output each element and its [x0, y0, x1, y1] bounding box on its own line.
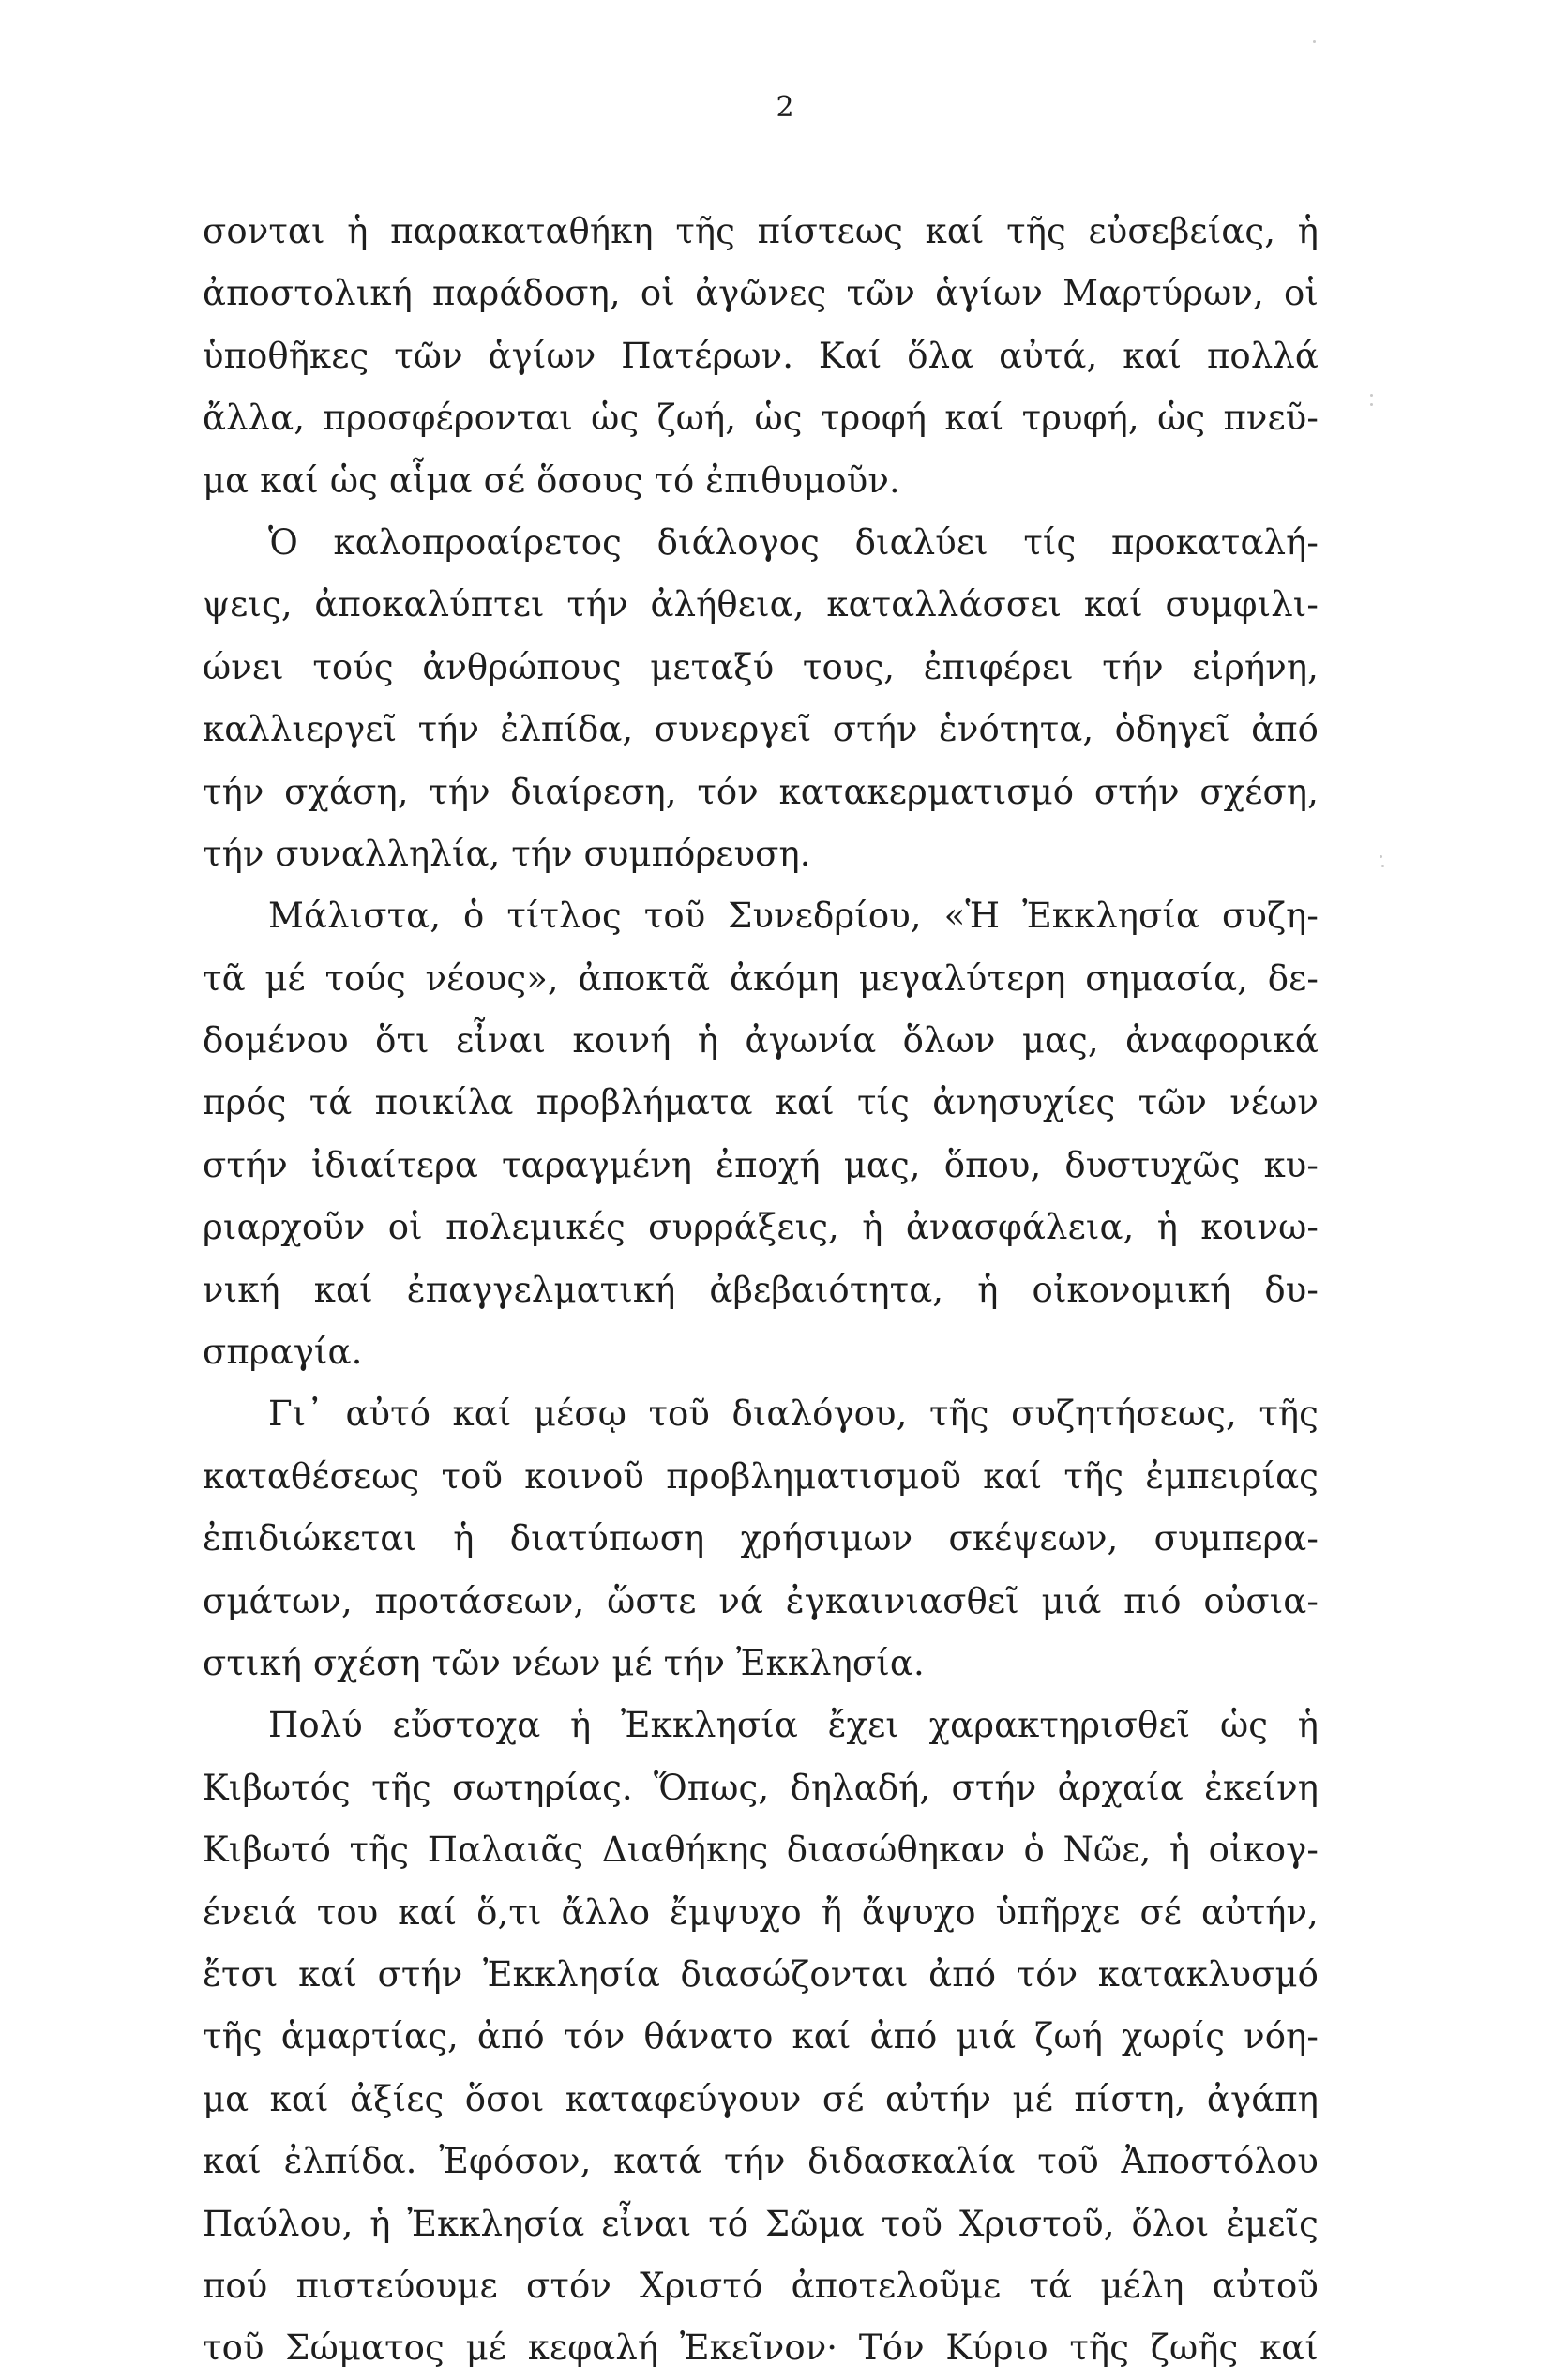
text-line: τῆς ἁμαρτίας, ἀπό τόν θάνατο καί ἀπό μιά ζωή χωρίς νόη-	[203, 2016, 1319, 2057]
text-line: ένειά του καί ὅ,τι ἄλλο ἔμψυχο ἤ ἄψυχο ὑπῆρχε σέ αὐτήν,	[203, 1891, 1319, 1933]
text-line: σονται ἡ παρακαταθήκη τῆς πίστεως καί τῆς εὐσεβείας, ἡ	[203, 211, 1319, 251]
text-line: καλλιεργεῖ τήν ἐλπίδα, συνεργεῖ στήν ἑνότητα, ὁδηγεῖ ἀπό	[203, 709, 1319, 750]
text-line: στήν ἰδιαίτερα ταραγμένη ἐποχή μας, ὅπου, δυστυχῶς κυ-	[203, 1144, 1319, 1185]
text-line: δομένου ὅτι εἶναι κοινή ἡ ἀγωνία ὅλων μας, ἀναφορικά	[203, 1020, 1319, 1062]
text-line: ριαρχοῦν οἱ πολεμικές συρράξεις, ἡ ἀνασφάλεια, ἡ κοινω-	[203, 1207, 1319, 1248]
text-line: ψεις, ἀποκαλύπτει τήν ἀλήθεια, καταλλάσσει καί συμφιλι-	[203, 584, 1319, 625]
text-line: ώνει τούς ἀνθρώπους μεταξύ τους, ἐπιφέρει τήν εἰρήνη,	[203, 646, 1319, 687]
text-line: μα καί ἀξίες ὅσοι καταφεύγουν σέ αὐτήν μέ πίστη, ἀγάπη	[203, 2078, 1319, 2119]
scan-speck	[1370, 403, 1373, 406]
text-line: Παύλου, ἡ Ἐκκλησία εἶναι τό Σῶμα τοῦ Χριστοῦ, ὅλοι ἐμεῖς	[203, 2203, 1319, 2244]
text-line: καταθέσεως τοῦ κοινοῦ προβληματισμοῦ καί τῆς ἐμπειρίας	[203, 1455, 1319, 1497]
text-line: πού πιστεύουμε στόν Χριστό ἀποτελοῦμε τά μέλη αὐτοῦ	[203, 2265, 1319, 2306]
text-line: ἄλλα, προσφέρονται ὡς ζωή, ὡς τροφή καί τρυφή, ὡς πνεῦ-	[203, 398, 1319, 439]
text-line-paragraph-start: Πολύ εὔστοχα ἡ Ἐκκλησία ἔχει χαρακτηρισθεῖ ὡς ἡ	[268, 1705, 1319, 1746]
scan-speck	[1370, 394, 1373, 397]
text-line: πρός τά ποικίλα προβλήματα καί τίς ἀνησυχίες τῶν νέων	[203, 1082, 1319, 1123]
text-line: καί ἐλπίδα. Ἐφόσον, κατά τήν διδασκαλία τοῦ Ἀποστόλου	[203, 2141, 1319, 2182]
body-text	[203, 201, 1319, 2380]
text-line-paragraph-start: Γι᾽ αὐτό καί μέσῳ τοῦ διαλόγου, τῆς συζητήσεως, τῆς	[268, 1393, 1319, 1435]
text-line: ἀποστολική παράδοση, οἱ ἀγῶνες τῶν ἁγίων Μαρτύρων, οἱ	[203, 273, 1319, 314]
text-line: Κιβωτό τῆς Παλαιᾶς Διαθήκης διασώθηκαν ὁ Νῶε, ἡ οἰκογ-	[203, 1830, 1319, 1871]
text-line: ἔτσι καί στήν Ἐκκλησία διασώζονται ἀπό τόν κατακλυσμό	[203, 1953, 1319, 1995]
text-line: σμάτων, προτάσεων, ὥστε νά ἐγκαινιασθεῖ μιά πιό οὐσια-	[203, 1580, 1319, 1621]
text-line-paragraph-start: Μάλιστα, ὁ τίτλος τοῦ Συνεδρίου, «Ἡ Ἐκκλησία συζη-	[268, 896, 1319, 937]
text-line: ὑποθῆκες τῶν ἁγίων Πατέρων. Καί ὅλα αὐτά, καί πολλά	[203, 335, 1319, 376]
text-line-paragraph-start: Ὁ καλοπροαίρετος διάλογος διαλύει τίς προκαταλή-	[268, 521, 1319, 563]
text-line: τοῦ Σώματος μέ κεφαλή Ἐκεῖνον· Τόν Κύριο τῆς ζωῆς καί	[203, 2327, 1319, 2369]
scan-speck	[1381, 865, 1384, 867]
text-line: τήν σχάση, τήν διαίρεση, τόν κατακερματισμό στήν σχέση,	[203, 771, 1319, 812]
text-line: νική καί ἐπαγγελματική ἀβεβαιότητα, ἡ οἰκονομική δυ-	[203, 1269, 1319, 1310]
text-line: ἐπιδιώκεται ἡ διατύπωση χρήσιμων σκέψεων, συμπερα-	[203, 1518, 1319, 1559]
text-line-paragraph-end: τήν συναλληλία, τήν συμπόρευση.	[203, 833, 811, 874]
text-line: Κιβωτός τῆς σωτηρίας. Ὅπως, δηλαδή, στήν ἀρχαία ἐκείνη	[203, 1767, 1319, 1808]
text-line-paragraph-end: σπραγία.	[203, 1332, 363, 1373]
page-number: 2	[776, 91, 794, 124]
text-line-paragraph-end: στική σχέση τῶν νέων μέ τήν Ἐκκλησία.	[203, 1642, 925, 1683]
text-line: τᾶ μέ τούς νέους», ἀποκτᾶ ἀκόμη μεγαλύτερη σημασία, δε-	[203, 957, 1319, 999]
scan-speck	[1380, 855, 1382, 858]
scan-speck	[1313, 40, 1316, 43]
text-line-paragraph-end: μα καί ὡς αἷμα σέ ὅσους τό ἐπιθυμοῦν.	[203, 459, 900, 501]
